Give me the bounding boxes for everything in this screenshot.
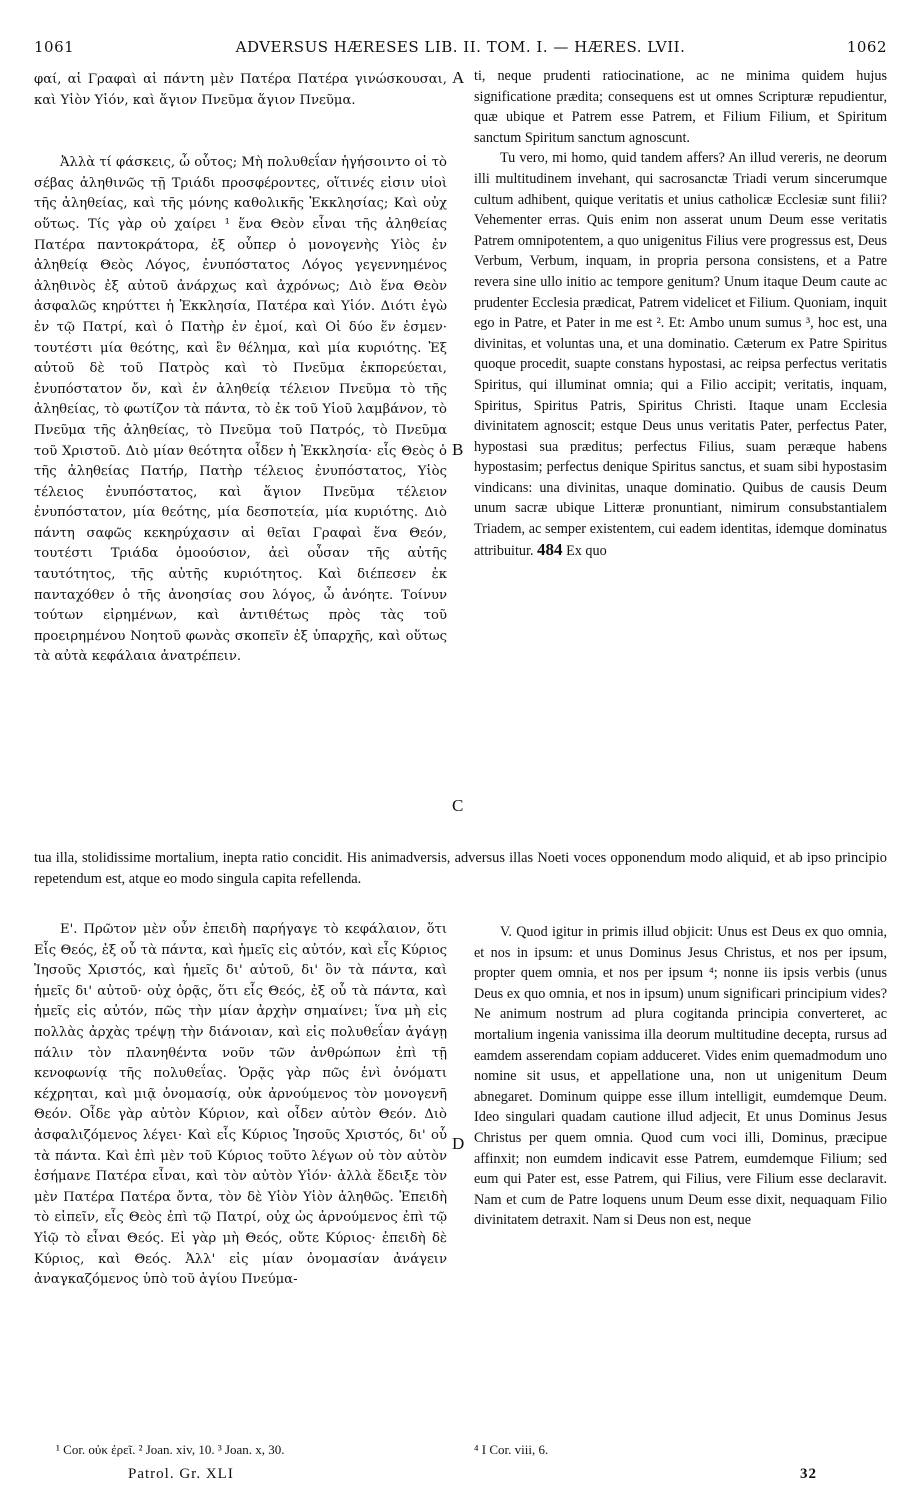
signature-right: 32 [800, 1466, 817, 1482]
running-title: ADVERSUS HÆRESES LIB. II. TOM. I. — HÆRES. LVII. [235, 38, 686, 56]
page-mark: 484 [537, 539, 563, 559]
footnotes-left: ¹ Cor. οὐκ ἐρεῖ. ² Joan. xiv, 10. ³ Joan. x, 30. [56, 1442, 285, 1457]
footnotes-right: ⁴ I Cor. viii, 6. [474, 1442, 549, 1457]
greek-paragraph-1: φαί, αἱ Γραφαὶ αἱ πάντη μὲν Πατέρα Πατέρα γινώσκουσαι, καὶ Υἱὸν Υἱόν, καὶ ἅγιον Πνεῦμα ἅγιον Πνεῦμα. [34, 72, 447, 108]
latin-column-bottom [474, 922, 887, 1231]
page-number-right: 1062 [846, 38, 887, 56]
latin-column-top [474, 66, 887, 561]
margin-marker-d: D [452, 1134, 465, 1153]
greek-paragraph-3: Ε'. Πρῶτον μὲν οὖν ἐπειδὴ παρήγαγε τὸ κεφάλαιον, ὅτι Εἷς Θεός, ἐξ οὗ τὰ πάντα, καὶ ἡμεῖς εἰς αὐτόν, καὶ εἷς Κύριος Ἰησοῦς Χριστός, καὶ ἡμεῖς δι' αὐτοῦ, δι' ὃν τὰ πάντα, καὶ ἡμεῖς δι' αὐτοῦ· οὐχ ὁρᾷς, ὅτι εἷς Θεός, ἐξ οὗ τὰ πάντα, καὶ ἡμεῖς εἰς αὐτόν, πῶς τὴν μίαν ἀρχὴν σημαίνει; ἵνα μὴ εἰς πολλὰς ἀρχὰς τρέψῃ τὴν διάνοιαν, καὶ εἰς πολυθεΐαν ἀγάγῃ πάλιν τὸν πλανηθέντα νοῦν τῶν ἀνθρώπων ἐπὶ τῇ κενοφωνίᾳ τῆς πολυθεΐας. Ὁρᾷς γὰρ πῶς ἑνὶ ὀνόματι κέχρηται, καὶ μιᾷ ὀνομασίᾳ, οὐκ ἀρνούμενος τὸν μονογενῆ Θεόν. Οἶδε γὰρ αὐτὸν Κύριον, καὶ οἶδεν αὐτὸν Θεόν. Διὸ ἀσφαλιζόμενος λέγει· Καὶ εἷς Κύριος Ἰησοῦς Χριστός, δι' οὗ τὰ πάντα. Καὶ ἐπὶ μὲν τοῦ Κύριος τοῦτο λέγων οὐ τὸν αὐτὸν ἐσήμανε Πατέρα εἶναι, καὶ τὸν αὐτὸν Υἱόν· ἀλλὰ ἔδειξε τὸν μὲν Πατέρα Πατέρα ὄντα, τὸν δὲ Υἱὸν Υἱὸν ἀληθῶς. Ἐπειδὴ τὸ εἰπεῖν, εἷς Θεὸς ἐπὶ τῷ Πατρί, οὐχ ὡς ἀρνούμενος ἐπὶ τῷ Υἱῷ τὸ εἶναι Θεός. Εἰ γὰρ μὴ Θεός, οὔτε Κύριος· ἐπειδὴ δὲ Κύριος, καὶ Θεός. Ἀλλ' εἰς μίαν ὀνομασίαν ἀνάγειν ἀναγκαζόμενος ὑπὸ τοῦ ἁγίου Πνεύμα- [34, 922, 447, 1288]
latin-paragraph-3: V. Quod igitur in primis illud objicit: Unus est Deus ex quo omnia, et nos in ipsum: et unus Dominus Jesus Christus, et nos per ipsum, propter quem omnia, et nos per ipsum ⁴; nonne iis ipsis verbis (unus Deus ex quo omnia, et nos in ipsum) unum significari principium vides? Ne animum nostrum ad plura cogitanda principia converteret, ac mortalium ingenia vanissima illa deorum multitudine decepta, rursus ad eamdem asserendam copiam adduceret. Vides enim quemadmodum uno nomine sit usus, et appellatione una, non ut unigenitum Deum abnegaret. Dominum quippe esse illum intelligit, eumdemque Deum. Ideo singulari quadam cautione illud adjecit, Et unus Dominus Jesus Christus per quem omnia. Quod cum voci illi, Dominus, præcipue affinxit; non eumdem indicavit esse Patrem, eumdemque Filium; sed eum qui Pater est, esse Patrem, qui Filius, vere Filium esse declaravit. Nam et cum de Patre loquens unum Deum esse dixit, nequaquam Filio divinitatem detraxit. Nam si Deus non est, neque [474, 924, 887, 1229]
latin-paragraph-2-end: Ex quo [566, 542, 607, 559]
signature-left: Patrol. Gr. XLI [128, 1466, 234, 1482]
running-header [34, 38, 887, 60]
greek-paragraph-2: Ἀλλὰ τί φάσκεις, ὦ οὗτος; Μὴ πολυθεΐαν ἡγήσοιντο οἱ τὸ σέβας ἀληθινῶς τῇ Τριάδι προσφέροντες, οἵτινές εἰσιν υἱοὶ τῆς ἀληθείας, καὶ τῆς μόνης καθολικῆς Ἐκκλησίας; Καὶ οὐχ οὕτως. Τίς γὰρ οὐ χαίρει ¹ ἕνα Θεὸν εἶναι τῆς ἀληθείας Πατέρα παντοκράτορα, ἐξ οὗπερ ὁ μονογενὴς Υἱὸς ἐν ἀληθείᾳ Θεὸς Λόγος, ἐνυπόστατος Λόγος γεγεννημένος ἀληθινὸς ἐξ αὐτοῦ ἀνάρχως καὶ ἀχρόνως; Διὸ ἕνα Θεὸν ἀσφαλῶς κηρύττει ἡ Ἐκκλησία, Πατέρα καὶ Υἱόν. Διότι ἐγὼ ἐν τῷ Πατρί, καὶ ὁ Πατὴρ ἐν ἐμοί, καὶ Οἱ δύο ἕν ἐσμεν· τουτέστι μία θεότης, καὶ ἓν θέλημα, καὶ μία κυριότης. Ἐξ αὐτοῦ δὲ τοῦ Πατρὸς καὶ τὸ Πνεῦμα ἐκπορεύεται, ἐνυπόστατον ὄν, καὶ ἐν ἀληθείᾳ τέλειον Πνεῦμα τὸ τῆς ἀληθείας, τὸ φωτίζον τὰ πάντα, τὸ ἐκ τοῦ Υἱοῦ λαμβάνον, τὸ Πνεῦμα τῆς ἀληθείας, τὸ Πνεῦμα τοῦ Πατρός, τὸ Πνεῦμα τοῦ Χριστοῦ. Διὸ μίαν θεότητα οἶδεν ἡ Ἐκκλησία· εἷς Θεὸς ὁ τῆς ἀληθείας Πατήρ, Πατὴρ τέλειος ἐνυπόστατος, Υἱὸς τέλειος ἐνυπόστατος, καὶ ἅγιον Πνεῦμα τέλειον ἐνυπόστατον, μία θεότης, μία δεσποτεία, μία κυριότης. Διὸ πάντη σαφῶς κεκηρύχασιν αἱ θεῖαι Γραφαὶ ἕνα Θεόν, τουτέστι Τριάδα ὁμοούσιον, ἀεὶ οὖσαν τῆς αὐτῆς ταυτότητος, τῆς αὐτῆς κυριότητος. Καὶ διέπεσεν ἐκ πανταχόθεν ὁ τῆς ἀνοησίας σου λόγος, ὦ ἀνόητε. Τοίνυν τούτων εἰρημένων, καὶ ἀντιθέτως πρὸς τὰς τοῦ προειρημένου Νοητοῦ φωνὰς σκοπεῖν ἐξ ὑπαρχῆς, καὶ οὕτως τὰ αὐτὰ κεφάλαια ἀνατρέπειν. [34, 155, 447, 665]
latin-paragraph-2 [474, 148, 887, 561]
page-number-left: 1061 [34, 38, 75, 56]
margin-marker-a: A [452, 68, 465, 87]
greek-column-bottom [34, 920, 447, 1291]
latin-paragraph-2-text: Tu vero, mi homo, quid tandem affers? An illud vereris, ne deorum illi multitudinem invehant, qui sacrosanctæ Triadi verum sincerumque cultum adhibent, quique veritatis et unius catholicæ Ecclesiæ sunt filii? Vehementer erras. Quis enim non asserat unum Deum esse veritatis Patrem omnipotentem, a quo unigenitus Filius vere progressus est, Deus Verbum, Verbum, inquam, in propria persona consistens, et a Patre revera sine ullo initio ac tempore genitum? Unum itaque Deum caute ac prudenter Ecclesia prædicat, Patrem videlicet et Filium. Quoniam, inquit ego in Patre, et Pater in me est ². Et: Ambo unum sumus ³, hoc est, una divinitas, et voluntas una, et una dominatio. Cæterum ex Patre Spiritus quoque procedit, suapte constans hypostasi, ac reipsa perfectus veritatis Spiritus, qui illuminat omnia; qui a Filio accipit; veritatis, inquam, Spiritus, Spiritus Patris, Spiritus Christi. Itaque unam Ecclesia divinitatem agnoscit; estque Deus unus veritatis Pater, perfectus Pater, hypostasi sua præditus; perfectus Filius, suam peræque habens hypostasim; perfectus denique Spiritus sanctus, et suam sibi hypostasim vindicans: una divinitas, unaque dominatio. Quibus de causis Deum unum sacræ ubique Litteræ pronuntiant, nimirum consubstantialem Triadem, ac semper existentem, cui eadem identitas, idemque dominatus attribuitur. [474, 150, 887, 559]
full-width-paragraph: tua illa, stolidissime mortalium, inepta ratio concidit. His animadversis, adversus illas Noeti voces opponendum modo aliquid, et ab ipso principio repetendum est, atque eo modo singula capita refellenda. [34, 850, 887, 887]
greek-column-top [34, 70, 447, 668]
margin-marker-b: B [452, 440, 464, 459]
latin-paragraph-1: ti, neque prudenti ratiocinatione, ac ne minima quidem hujus significatione prædita; consequens est ut omnes Scripturæ repudientur, quæ ubique et Patrem esse Patrem, et Filium Filium, et Spiritum sanctum Spiritum sanctum agnoscunt. [474, 68, 887, 146]
margin-marker-c: C [452, 796, 464, 815]
